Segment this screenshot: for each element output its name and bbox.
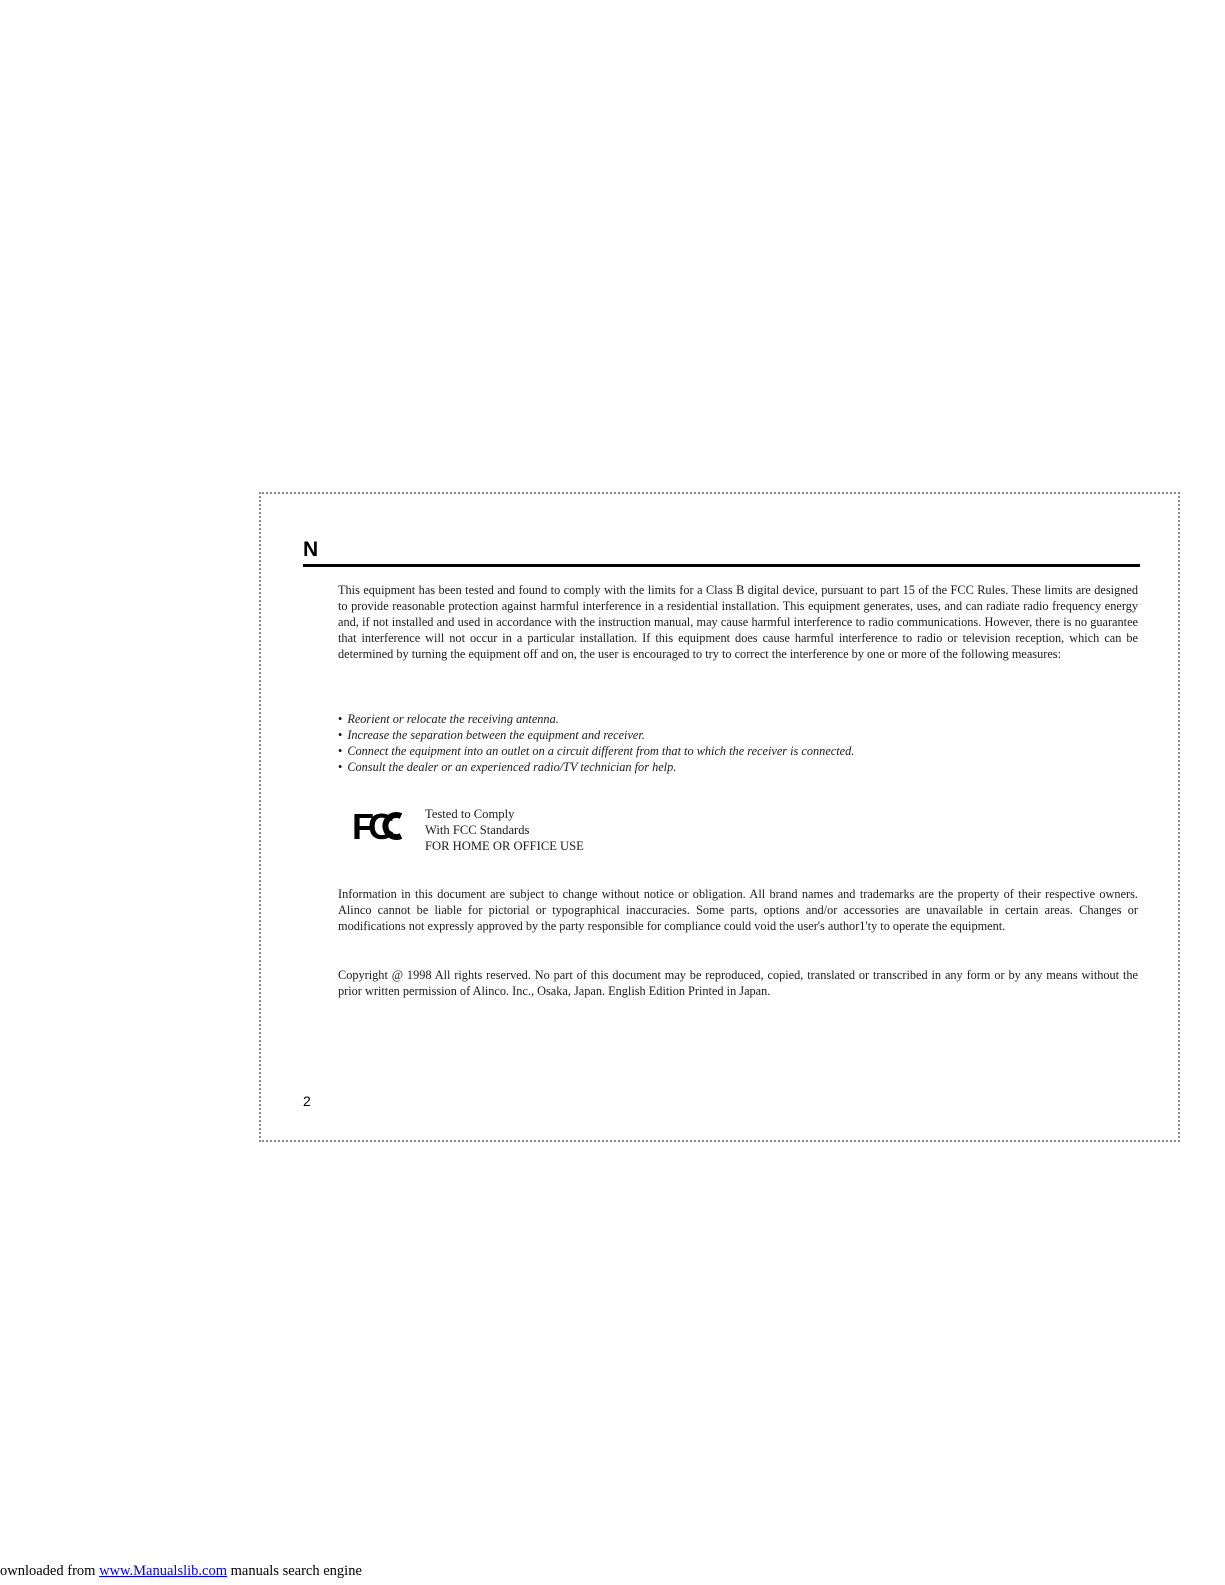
fcc-label [425, 806, 584, 855]
measure-item: • Reorient or relocate the receiving antenna. [338, 711, 854, 727]
measure-item: • Increase the separation between the equipment and receiver. [338, 727, 854, 743]
footer-prefix: ownloaded from [0, 1563, 100, 1579]
manualslib-link[interactable]: www.Manualslib.com [99, 1563, 227, 1579]
fcc-label-line: FOR HOME OR OFFICE USE [425, 839, 584, 854]
section-heading: N [303, 538, 319, 561]
measure-item: • Connect the equipment into an outlet on a circuit different from that to which the receiver is connected. [338, 743, 854, 759]
heading-rule [303, 564, 1140, 567]
fcc-logo-mark: FC [352, 808, 388, 844]
fcc-label-line: Tested to Comply [425, 807, 515, 821]
page-number: 2 [303, 1093, 311, 1109]
copyright-paragraph: Copyright @ 1998 All rights reserved. No part of this document may be reproduced, copied, translated or transcribed in any form or by any means without the prior written permission of Alinco. Inc., Osaka, Japan. English Edition Printed in Japan. [338, 968, 1138, 999]
fcc-label-line: With FCC Standards [425, 823, 530, 838]
footer-suffix: manuals search engine [227, 1563, 362, 1579]
measures-list [338, 711, 854, 775]
fcc-logo-icon [352, 808, 406, 844]
download-footer [0, 1563, 362, 1579]
fcc-compliance-paragraph: This equipment has been tested and found to comply with the limits for a Class B digital device, pursuant to part 15 of the FCC Rules. These limits are designed to provide reasonable protection against harmful interference in a residential installation. This equipment generates, uses, and can radiate radio frequency energy and, if not installed and used in accordance with the instruction manual, may cause harmful interference to radio communications. However, there is no guarantee that interference will not occur in a particular installation. If this equipment does cause harmful interference to radio or television reception, which can be determined by turning the equipment off and on, the user is encouraged to try to correct the interference by one or more of the following measures: [338, 583, 1138, 662]
measure-item: • Consult the dealer or an experienced radio/TV technician for help. [338, 759, 854, 775]
information-paragraph: Information in this document are subject to change without notice or obligation. All brand names and trademarks are the property of their respective owners. Alinco cannot be liable for pictorial or typographical inaccuracies. Some parts, options and/or accessories are unavailable in certain areas. Changes or modifications not expressly approved by the party responsible for compliance could void the user's author1'ty to operate the equipment. [338, 887, 1138, 934]
